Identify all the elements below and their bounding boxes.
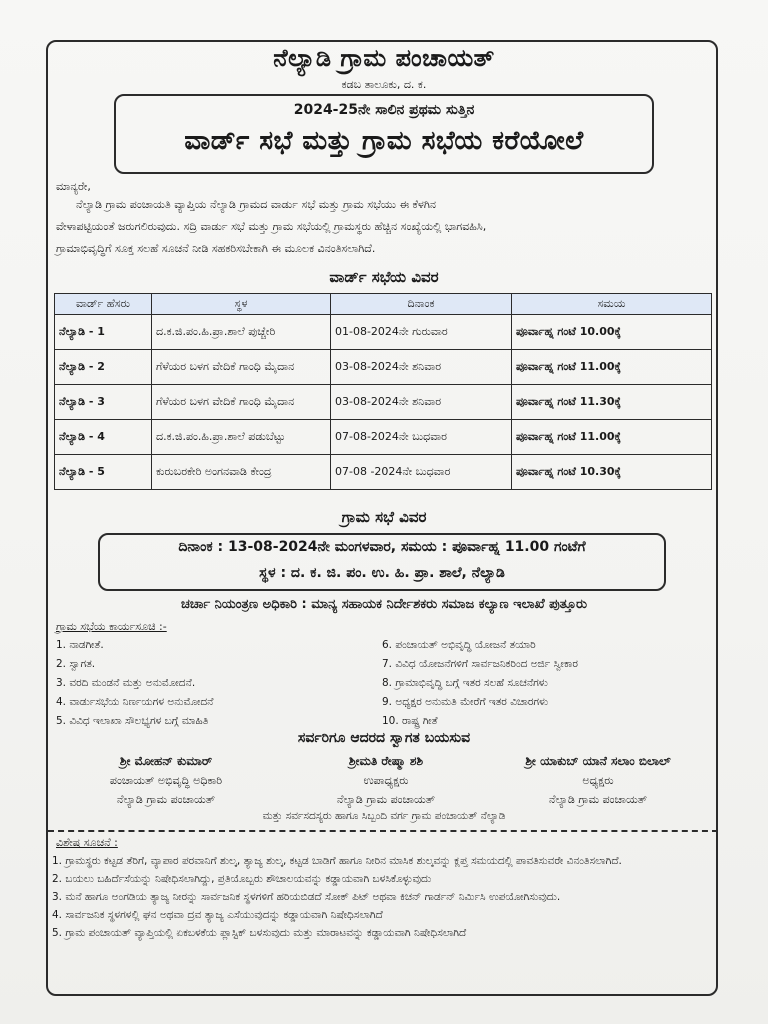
discussion-officer-line: ಚರ್ಚಾ ನಿಯಂತ್ರಣ ಅಧಿಕಾರಿ : ಮಾನ್ಯ ಸಹಾಯಕ ನಿರ್ದೇಶಕರು ಸಮಾಜ ಕಲ್ಯಾಣ ಇಲಾಖೆ ಪುತ್ತೂರು bbox=[180, 597, 588, 612]
agenda-item: 10. ರಾಷ್ಟ್ರ ಗೀತೆ bbox=[382, 715, 438, 727]
date-cell: 01-08-2024ನೇ ಗುರುವಾರ bbox=[331, 315, 512, 350]
time-cell: ಪೂರ್ವಾಹ್ನ ಗಂಟೆ 11.00ಕ್ಕೆ bbox=[512, 420, 712, 455]
agenda-item: 9. ಅಧ್ಯಕ್ಷರ ಅನುಮತಿ ಮೇರೆಗೆ ಇತರ ವಿಚಾರಗಳು bbox=[382, 696, 549, 708]
note-item: 5. ಗ್ರಾಮ ಪಂಚಾಯತ್ ವ್ಯಾಪ್ತಿಯಲ್ಲಿ ಏಕಬಳಕೆಯ ಪ್ಲಾಸ್ಟಿಕ್ ಬಳಸುವುದು ಮತ್ತು ಮಾರಾಟವನ್ನು ಕಡ್ಡಾಯವಾಗಿ ನಿಷೇಧಿಸಲಾಗಿದೆ bbox=[52, 927, 467, 939]
time-cell: ಪೂರ್ವಾಹ್ನ ಗಂಟೆ 10.30ಕ್ಕೆ bbox=[512, 455, 712, 490]
table-row bbox=[55, 315, 712, 350]
intro-line-3: ಗ್ರಾಮಾಭಿವೃದ್ಧಿಗೆ ಸೂಕ್ತ ಸಲಹೆ ಸೂಚನೆ ನೀಡಿ ಸಹಕರಿಸಬೇಕಾಗಿ ಈ ಮೂಲಕ ವಿನಂತಿಸಲಾಗಿದೆ. bbox=[56, 242, 376, 255]
agenda-item: 6. ಪಂಚಾಯತ್ ಅಭಿವೃದ್ಧಿ ಯೋಜನೆ ತಯಾರಿ bbox=[382, 639, 536, 651]
date-cell: 03-08-2024ನೇ ಶನಿವಾರ bbox=[331, 350, 512, 385]
panchayat-title: ನೆಲ್ಯಾಡಿ ಗ್ರಾಮ ಪಂಚಾಯತ್ bbox=[273, 44, 495, 72]
date-cell: 07-08 -2024ನೇ ಬುಧವಾರ bbox=[331, 455, 512, 490]
intro-line-2: ವೇಳಾಪಟ್ಟಿಯಂತೆ ಜರುಗಲಿರುವುದು. ಸದ್ರಿ ವಾರ್ಡು ಸಭೆ ಮತ್ತು ಗ್ರಾಮ ಸಭೆಯಲ್ಲಿ ಗ್ರಾಮಸ್ಥರು ಹೆಚ್ಚಿನ ಸಂಖ್ಯೆಯಲ್ಲಿ ಭಾಗವಹಿಸಿ, bbox=[56, 220, 487, 233]
signatory-name: ಶ್ರೀ ಮೋಹನ್ ಕುಮಾರ್ bbox=[119, 754, 213, 768]
note-item: 4. ಸಾರ್ವಜನಿಕ ಸ್ಥಳಗಳಲ್ಲಿ ಘನ ಅಥವಾ ದ್ರವ ತ್ಯಾಜ್ಯ ಎಸೆಯುವುದನ್ನು ಕಡ್ಡಾಯವಾಗಿ ನಿಷೇಧಿಸಲಾಗಿದೆ bbox=[52, 909, 383, 921]
place-cell: ಕುರುಬರಕೇರಿ ಅಂಗನವಾಡಿ ಕೇಂದ್ರ bbox=[152, 455, 331, 490]
members-line: ಮತ್ತು ಸರ್ವಸದಸ್ಯರು ಹಾಗೂ ಸಿಬ್ಬಂದಿ ವರ್ಗ ಗ್ರಾಮ ಪಂಚಾಯತ್ ನೆಲ್ಯಾಡಿ bbox=[262, 810, 506, 822]
place-cell: ಗೆಳೆಯರ ಬಳಗ ವೇದಿಕೆ ಗಾಂಧಿ ಮೈದಾನ bbox=[152, 385, 331, 420]
time-cell: ಪೂರ್ವಾಹ್ನ ಗಂಟೆ 11.00ಕ್ಕೆ bbox=[512, 350, 712, 385]
ward-cell: ನೆಲ್ಯಾಡಿ - 1 bbox=[55, 315, 152, 350]
dashed-divider bbox=[48, 830, 718, 832]
ward-cell: ನೆಲ್ಯಾಡಿ - 2 bbox=[55, 350, 152, 385]
agenda-list-left bbox=[56, 636, 213, 731]
note-item: 2. ಬಯಲು ಬಹಿರ್ದೆಸೆಯನ್ನು ನಿಷೇಧಿಸಲಾಗಿದ್ದು, ಪ್ರತಿಯೊಬ್ಬರು ಶೌಚಾಲಯವನ್ನು ಕಡ್ಡಾಯವಾಗಿ ಬಳಸಿಕೊಳ್ಳುವುದು bbox=[52, 873, 432, 885]
place-cell: ದ.ಕ.ಜಿ.ಪಂ.ಹಿ.ಪ್ರಾ.ಶಾಲೆ ಪುಚ್ಚೇರಿ bbox=[152, 315, 331, 350]
col-time: ಸಮಯ bbox=[512, 294, 712, 315]
agenda-item: 4. ವಾರ್ಡುಸಭೆಯ ನಿರ್ಣಯಗಳ ಅನುಮೋದನೆ bbox=[56, 696, 214, 708]
agenda-item: 3. ವರದಿ ಮಂಡನೆ ಮತ್ತು ಅನುಮೋದನೆ. bbox=[56, 677, 196, 689]
agenda-item: 2. ಸ್ವಾಗತ. bbox=[56, 658, 96, 670]
table-row bbox=[55, 455, 712, 490]
signatory-name: ಶ್ರೀ ಯಾಕುಬ್ ಯಾನೆ ಸಲಾಂ ಬಿಲಾಲ್ bbox=[525, 754, 671, 768]
year-line: 2024-25ನೇ ಸಾಲಿನ ಪ್ರಥಮ ಸುತ್ತಿನ bbox=[293, 102, 475, 118]
intro-line-1: ನೆಲ್ಯಾಡಿ ಗ್ರಾಮ ಪಂಚಾಯತಿ ವ್ಯಾಪ್ತಿಯ ನೆಲ್ಯಾಡಿ ಗ್ರಾಮದ ವಾರ್ಡು ಸಭೆ ಮತ್ತು ಗ್ರಾಮ ಸಭೆಯು ಈ ಕೆಳಗಿನ bbox=[76, 198, 437, 211]
date-cell: 07-08-2024ನೇ ಬುಧವಾರ bbox=[331, 420, 512, 455]
signatory-org: ನೆಲ್ಯಾಡಿ ಗ್ರಾಮ ಪಂಚಾಯತ್ bbox=[116, 793, 216, 806]
grama-place-line: ಸ್ಥಳ : ದ. ಕ. ಜಿ. ಪಂ. ಉ. ಹಿ. ಪ್ರಾ. ಶಾಲೆ, ನೆಲ್ಯಾಡಿ bbox=[259, 565, 505, 581]
table-row bbox=[55, 350, 712, 385]
agenda-item: 8. ಗ್ರಾಮಾಭಿವೃದ್ಧಿ ಬಗ್ಗೆ ಇತರ ಸಲಹೆ ಸೂಚನೆಗಳು bbox=[382, 677, 548, 689]
table-row bbox=[55, 385, 712, 420]
col-date: ದಿನಾಂಕ bbox=[331, 294, 512, 315]
table-row bbox=[55, 420, 712, 455]
agenda-item: 1. ನಾಡಗೀತೆ. bbox=[56, 639, 104, 651]
ward-table bbox=[54, 293, 712, 490]
agenda-list-right bbox=[382, 636, 578, 731]
signatory-vice-president bbox=[276, 752, 496, 809]
grama-sabha-box bbox=[98, 533, 666, 591]
notes-list bbox=[52, 852, 716, 942]
welcome-line: ಸರ್ವರಿಗೂ ಆದರದ ಸ್ವಾಗತ ಬಯಸುವ bbox=[297, 730, 471, 746]
place-cell: ದ.ಕ.ಜಿ.ಪಂ.ಹಿ.ಪ್ರಾ.ಶಾಲೆ ಪಡುಬೆಟ್ಟು bbox=[152, 420, 331, 455]
col-ward-name: ವಾರ್ಡ್ ಹೆಸರು bbox=[55, 294, 152, 315]
intro-paragraph bbox=[56, 176, 716, 260]
ward-cell: ನೆಲ್ಯಾಡಿ - 5 bbox=[55, 455, 152, 490]
signatory-president bbox=[488, 752, 708, 809]
note-item: 3. ಮನೆ ಹಾಗೂ ಅಂಗಡಿಯ ತ್ಯಾಜ್ಯ ನೀರನ್ನು ಸಾರ್ವಜನಿಕ ಸ್ಥಳಗಳಿಗೆ ಹರಿಯಬಿಡದೆ ಸೋಕ್ ಪಿಟ್ ಅಥವಾ ಕಿಚನ್ ಗಾರ್ಡನ್ ನಿರ್ಮಿಸಿ ಉಪಯೋಗಿಸುವುದು. bbox=[52, 891, 561, 903]
signatory-role: ಪಂಚಾಯತ್ ಅಭಿವೃದ್ಧಿ ಅಧಿಕಾರಿ bbox=[109, 774, 223, 787]
agenda-item: 5. ವಿವಿಧ ಇಲಾಖಾ ಸೌಲಭ್ಯಗಳ ಬಗ್ಗೆ ಮಾಹಿತಿ bbox=[56, 715, 209, 727]
ward-table-header bbox=[55, 294, 712, 315]
signatory-role: ಅಧ್ಯಕ್ಷರು bbox=[582, 774, 614, 787]
signatory-org: ನೆಲ್ಯಾಡಿ ಗ್ರಾಮ ಪಂಚಾಯತ್ bbox=[548, 793, 648, 806]
note-item: 1. ಗ್ರಾಮಸ್ಥರು ಕಟ್ಟಡ ತೆರಿಗೆ, ವ್ಯಾಪಾರ ಪರವಾನಿಗೆ ಶುಲ್ಕ, ತ್ಯಾಜ್ಯ ಶುಲ್ಕ, ಕಟ್ಟಡ ಬಾಡಿಗೆ ಹಾಗೂ ನೀರಿನ ಮಾಸಿಕ ಶುಲ್ಕವನ್ನು ಕ್ಲಪ್ತ ಸಮಯದಲ್ಲಿ ಪಾವತಿಸುವರೇ ವಿನಂತಿಸಲಾಗಿದೆ. bbox=[52, 855, 622, 867]
place-cell: ಗೆಳೆಯರ ಬಳಗ ವೇದಿಕೆ ಗಾಂಧಿ ಮೈದಾನ bbox=[152, 350, 331, 385]
signatory-org: ನೆಲ್ಯಾಡಿ ಗ್ರಾಮ ಪಂಚಾಯತ್ bbox=[336, 793, 436, 806]
main-heading: ವಾರ್ಡ್ ಸಭೆ ಮತ್ತು ಗ್ರಾಮ ಸಭೆಯ ಕರೆಯೋಲೆ bbox=[184, 126, 584, 156]
ward-section-heading: ವಾರ್ಡ್ ಸಭೆಯ ವಿವರ bbox=[329, 268, 439, 286]
intro-greeting: ಮಾನ್ಯರೇ, bbox=[56, 180, 91, 193]
signatory-role: ಉಪಾಧ್ಯಕ್ಷರು bbox=[363, 774, 409, 787]
ward-cell: ನೆಲ್ಯಾಡಿ - 3 bbox=[55, 385, 152, 420]
agenda-item: 7. ವಿವಿಧ ಯೋಜನೆಗಳಿಗೆ ಸಾರ್ವಜನಿಕರಿಂದ ಅರ್ಜಿ ಸ್ವೀಕಾರ bbox=[382, 658, 578, 670]
time-cell: ಪೂರ್ವಾಹ್ನ ಗಂಟೆ 11.30ಕ್ಕೆ bbox=[512, 385, 712, 420]
taluk-subtitle: ಕಡಬ ತಾಲೂಕು, ದ. ಕ. bbox=[341, 78, 427, 91]
grama-date-line: ದಿನಾಂಕ : 13-08-2024ನೇ ಮಂಗಳವಾರ, ಸಮಯ : ಪೂರ್ವಾಹ್ನ 11.00 ಗಂಟೆಗೆ bbox=[178, 539, 586, 555]
time-cell: ಪೂರ್ವಾಹ್ನ ಗಂಟೆ 10.00ಕ್ಕೆ bbox=[512, 315, 712, 350]
grama-section-heading: ಗ್ರಾಮ ಸಭೆ ವಿವರ bbox=[341, 508, 427, 526]
ward-cell: ನೆಲ್ಯಾಡಿ - 4 bbox=[55, 420, 152, 455]
signatory-name: ಶ್ರೀಮತಿ ರೇಷ್ಮಾ ಶಶಿ bbox=[348, 754, 424, 768]
agenda-title: ಗ್ರಾಮ ಸಭೆಯ ಕಾರ್ಯಸೂಚಿ :- bbox=[56, 620, 167, 633]
col-place: ಸ್ಥಳ bbox=[152, 294, 331, 315]
signatory-pdo bbox=[56, 752, 276, 809]
notes-title: ವಿಶೇಷ ಸೂಚನೆ : bbox=[56, 836, 118, 849]
heading-box bbox=[114, 94, 654, 174]
date-cell: 03-08-2024ನೇ ಶನಿವಾರ bbox=[331, 385, 512, 420]
